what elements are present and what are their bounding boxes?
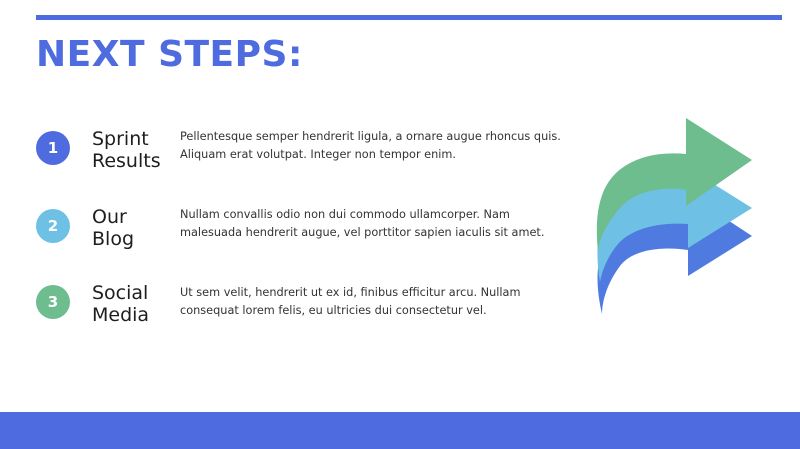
step-item-3: [36, 284, 576, 344]
step-item-1: [36, 128, 576, 188]
step-description: Ut sem velit, hendrerit ut ex id, finibus efficitur arcu. Nullam consequat lorem felis, eu ultricies dui consectetur vel.: [180, 286, 521, 317]
page-title: NEXT STEPS:: [36, 34, 303, 75]
step-number-badge: 2: [36, 209, 70, 243]
step-description: Nullam convallis odio non dui commodo ullamcorper. Nam malesuada hendrerit augue, vel porttitor sapien iaculis sit amet.: [180, 208, 545, 239]
step-number-badge: 1: [36, 131, 70, 165]
layered-curved-arrows-icon: [590, 112, 760, 322]
step-description: Pellentesque semper hendrerit ligula, a ornare augue rhoncus quis. Aliquam erat volutpat. Integer non tempor enim.: [180, 130, 561, 161]
step-heading: Social Media: [92, 282, 150, 326]
step-item-2: [36, 206, 576, 266]
step-number-badge: 3: [36, 285, 70, 319]
step-heading: Sprint Results: [92, 128, 161, 172]
bottom-accent-bar: [0, 412, 800, 449]
step-heading: Our Blog: [92, 206, 134, 250]
top-accent-rule: [36, 15, 782, 20]
